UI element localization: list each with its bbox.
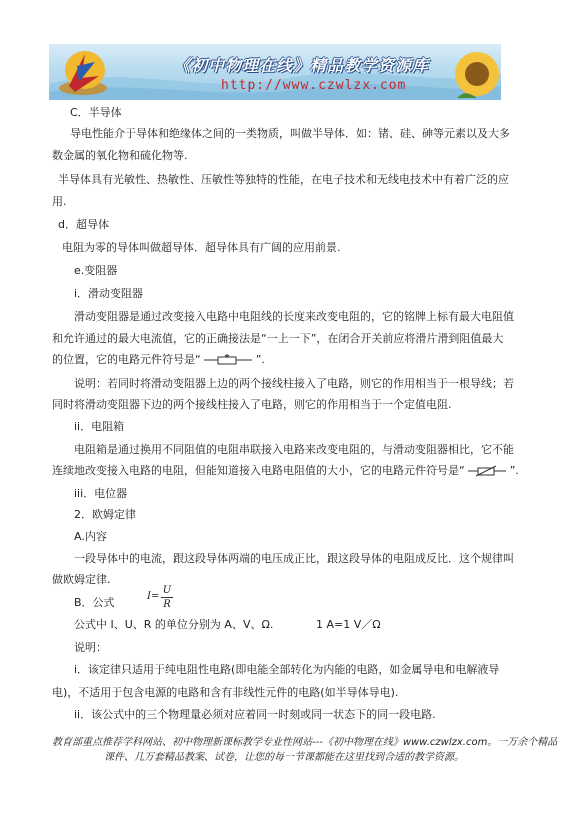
text-line: ii．电阻箱 (74, 420, 125, 433)
text-line: 同时将滑动变阻器下边的两个接线柱接入了电路，则它的作用相当于一个定值电阻. (52, 398, 452, 411)
text-line: B．公式 (74, 596, 115, 609)
rheostat-symbol-icon (204, 354, 252, 366)
text-line: 电阻为零的导体叫做超导体．超导体具有广阔的应用前景. (62, 241, 341, 254)
text-line: e.变阻器 (74, 264, 118, 277)
text-line: ii．该公式中的三个物理量必须对应着同一时刻或同一状态下的同一段电路. (74, 708, 436, 721)
text-line: 说明：若同时将滑动变阻器上边的两个接线柱接入了电路，则它的作用相当于一根导线；若 (74, 377, 514, 390)
sunflower-icon (447, 50, 501, 100)
text-line: 滑动变阻器是通过改变接入电路中电阻线的长度来改变电阻的，它的铭牌上标有最大电阻值 (74, 310, 514, 323)
formula-denominator: R (163, 599, 171, 610)
text-line: i．滑动变阻器 (74, 287, 144, 300)
ohms-law-formula (147, 585, 175, 609)
text-line: i．该定律只适用于纯电阻性电路(即电能全部转化为内能的电路，如金属导电和电解液导 (74, 663, 500, 676)
text-line: 和允许通过的最大电流值，它的正确接法是“一上一下”，在闭合开关前应将滑片滑到阻值最大 (52, 332, 504, 345)
text-line-part: ”. (509, 464, 519, 477)
banner-title: 《初中物理在线》精品教学资源库 (174, 56, 430, 75)
text-line (52, 464, 519, 478)
text-line: iii．电位器 (74, 487, 128, 500)
text-line: 公式中 I、U、R 的单位分别为 A、V、Ω. (74, 618, 274, 631)
text-line: 一段导体中的电流，跟这段导体两端的电压成正比，跟这段导体的电阻成反比．这个规律叫 (74, 552, 514, 565)
text-line: 数金属的氧化物和硫化物等. (52, 149, 188, 162)
text-line: A.内容 (74, 530, 107, 543)
text-line: 说明： (74, 641, 107, 654)
text-line: 用. (52, 195, 67, 208)
text-line: 电阻箱是通过换用不同阻值的电阻串联接入电路来改变电阻的，与滑动变阻器相比，它不能 (74, 443, 514, 456)
resistance-box-symbol-icon (468, 465, 506, 477)
formula-numerator: U (162, 585, 172, 596)
text-line-part: ”. (255, 353, 265, 366)
text-line-part: 连续地改变接入电路的电阻，但能知道接入电路电阻值的大小，它的电路元件符号是“ (52, 464, 465, 477)
text-line-part: 的位置，它的电路元件符号是“ (52, 353, 201, 366)
formula-lhs: I= (147, 591, 160, 602)
header-banner (49, 44, 501, 100)
text-line (52, 353, 265, 367)
banner-url[interactable]: http://www.czwlzx.com (221, 78, 407, 93)
text-line: 2．欧姆定律 (74, 508, 136, 521)
text-line: 导电性能介于导体和绝缘体之间的一类物质，叫做半导体．如：锗、硅、砷等元素以及大多 (70, 127, 510, 140)
site-logo-icon (55, 48, 111, 98)
text-line: d．超导体 (58, 218, 109, 231)
formula-fraction (161, 585, 173, 610)
text-line: 做欧姆定律. (52, 573, 111, 586)
text-line: 电)，不适用于包含电源的电路和含有非线性元件的电路(如半导体导电). (52, 686, 399, 699)
footer-line: 教育部重点推荐学科网站、初中物理新课标教学专业性网站---《初中物理在线》www.czwlzx.com。一万余个精品 (52, 737, 558, 748)
text-line: 半导体具有光敏性、热敏性、压敏性等独特的性能，在电子技术和无线电技术中有着广泛的应 (58, 173, 509, 186)
fraction-bar (161, 597, 173, 598)
text-line: C．半导体 (70, 106, 122, 119)
text-line: 1 A=1 V／Ω (316, 618, 381, 631)
footer-line: 课件、几万套精品教案、试卷，让您的每一节课都能在这里找到合适的教学资源。 (104, 752, 464, 763)
